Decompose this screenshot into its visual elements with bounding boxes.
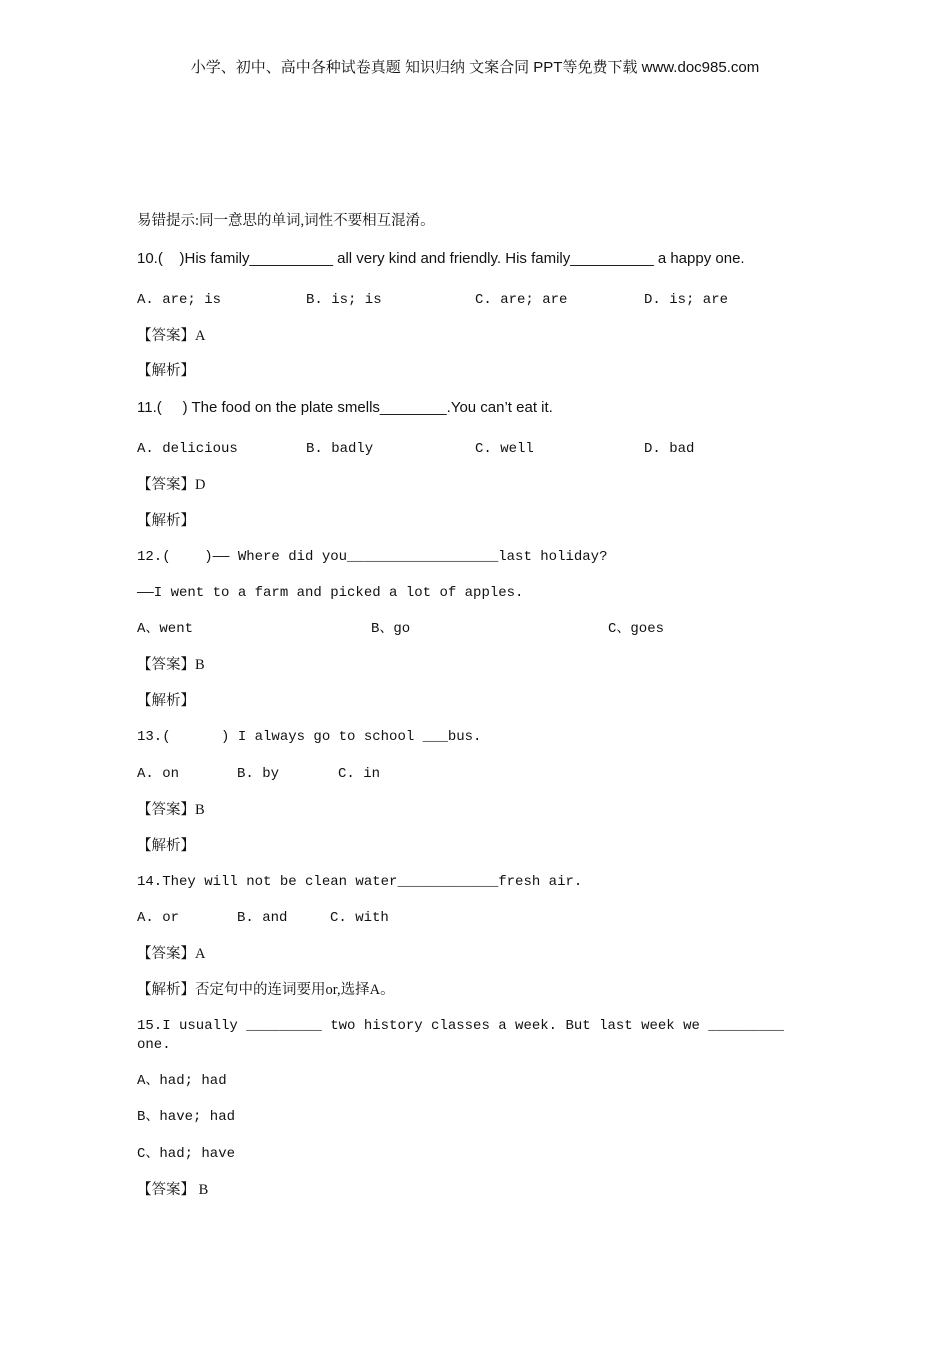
q15-answer: 【答案】 B xyxy=(137,1182,209,1198)
question-15-stem-line1: 15.I usually _________ two history classes a week. But last week we _________ xyxy=(137,1018,784,1034)
q10-option-b: B. is; is xyxy=(306,292,382,308)
error-tip: 易错提示:同一意思的单词,词性不要相互混淆。 xyxy=(137,213,435,229)
q10-answer: 【答案】A xyxy=(137,328,206,344)
q13-option-c: C. in xyxy=(338,766,381,782)
q13-option-b: B. by xyxy=(237,766,280,782)
q11-option-c: C. well xyxy=(475,441,534,457)
q12-option-b: B、go xyxy=(371,621,411,637)
question-15-stem-line2: one. xyxy=(137,1037,171,1053)
q10-option-a: A. are; is xyxy=(137,292,222,308)
q10-option-c: C. are; are xyxy=(475,292,568,308)
page-header: 小学、初中、高中各种试卷真题 知识归纳 文案合同 PPT等免费下载 www.doc985.com xyxy=(190,59,760,76)
q10-option-d: D. is; are xyxy=(644,292,729,308)
q12-option-c: C、goes xyxy=(608,621,665,637)
q11-option-d: D. bad xyxy=(644,441,695,457)
question-14-stem: 14.They will not be clean water____________fresh air. xyxy=(137,874,583,890)
q14-option-c: C. with xyxy=(330,910,389,926)
question-12-reply: ——I went to a farm and picked a lot of apples. xyxy=(137,585,524,601)
question-11-stem: 11.( ) The food on the plate smells________.You can’t eat it. xyxy=(137,399,553,416)
q12-answer: 【答案】B xyxy=(137,657,205,673)
q14-answer: 【答案】A xyxy=(137,946,206,962)
q14-analysis: 【解析】否定句中的连词要用or,选择A。 xyxy=(137,982,395,998)
q10-analysis: 【解析】 xyxy=(137,363,195,379)
q15-option-c: C、had; have xyxy=(137,1146,236,1162)
q13-answer: 【答案】B xyxy=(137,802,205,818)
question-13-stem: 13.( ) I always go to school ___bus. xyxy=(137,729,482,745)
q11-answer: 【答案】D xyxy=(137,477,206,493)
q15-option-a: A、had; had xyxy=(137,1073,227,1089)
q14-option-a: A. or xyxy=(137,910,180,926)
question-12-stem: 12.( )—— Where did you__________________last holiday? xyxy=(137,549,608,565)
q14-option-b: B. and xyxy=(237,910,288,926)
q11-analysis: 【解析】 xyxy=(137,513,195,529)
q13-analysis: 【解析】 xyxy=(137,838,195,854)
q12-analysis: 【解析】 xyxy=(137,693,195,709)
q11-option-b: B. badly xyxy=(306,441,374,457)
q15-option-b: B、have; had xyxy=(137,1109,236,1125)
q13-option-a: A. on xyxy=(137,766,180,782)
question-10-stem: 10.( )His family__________ all very kind and friendly. His family__________ a happy one. xyxy=(137,250,745,267)
q11-option-a: A. delicious xyxy=(137,441,238,457)
q12-option-a: A、went xyxy=(137,621,194,637)
